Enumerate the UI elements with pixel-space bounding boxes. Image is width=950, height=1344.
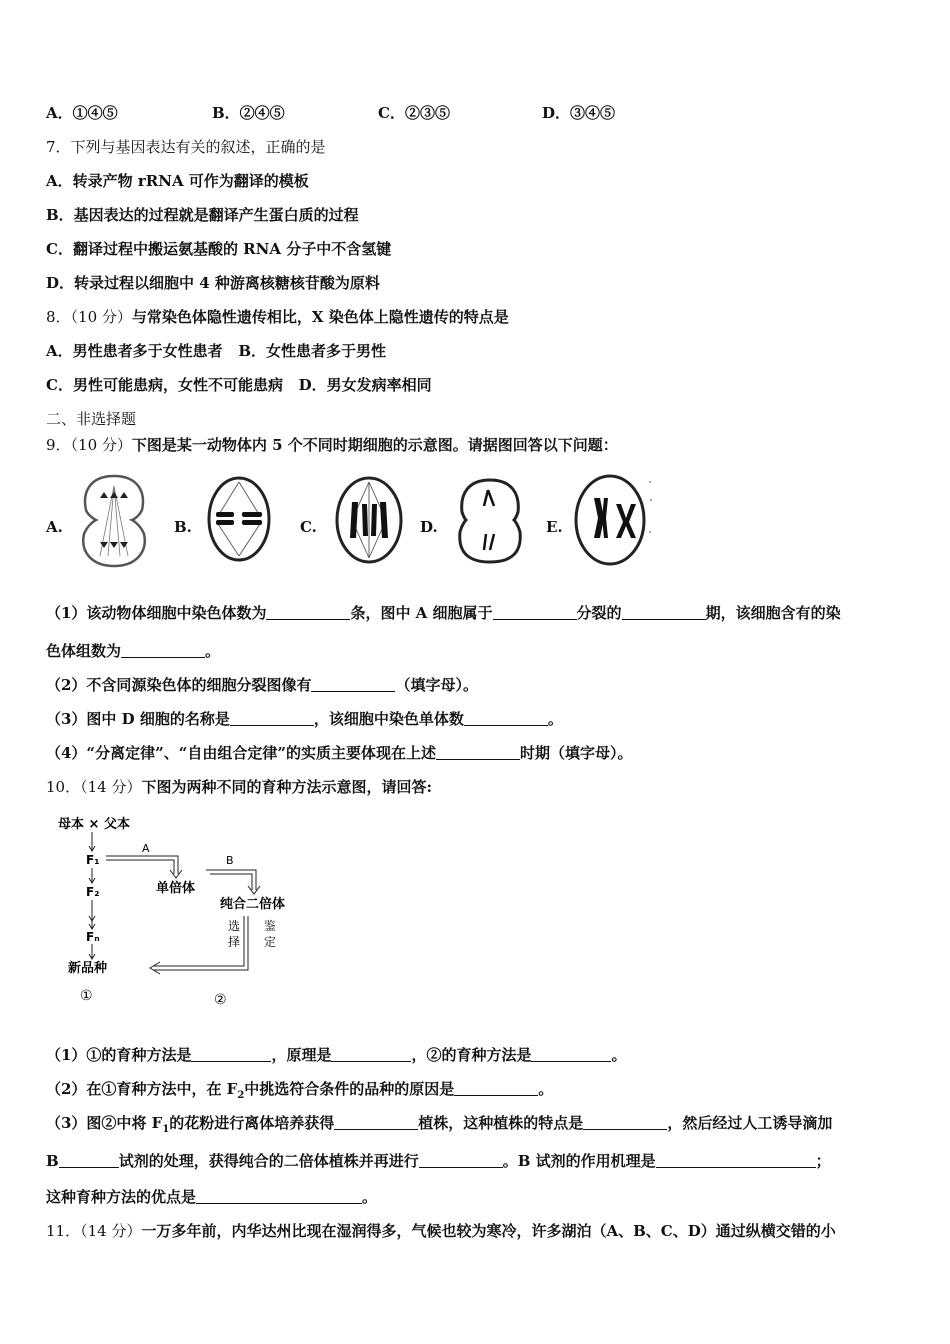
answer-blank[interactable] bbox=[464, 711, 548, 726]
cell-b-image bbox=[204, 474, 274, 564]
q7-option-c: C．翻译过程中搬运氨基酸的 RNA 分子中不含氢键 bbox=[46, 240, 392, 258]
cell-label-c: C. bbox=[300, 518, 317, 536]
diagram-circle-2: ② bbox=[214, 992, 227, 1008]
answer-blank[interactable] bbox=[656, 1153, 816, 1168]
answer-blank[interactable] bbox=[493, 605, 577, 620]
cell-c-image bbox=[332, 474, 406, 566]
diagram-pure-diploid: 纯合二倍体 bbox=[220, 897, 286, 912]
q7-option-d: D．转录过程以细胞中 4 种游离核糖核苷酸为原料 bbox=[46, 274, 380, 292]
answer-blank[interactable] bbox=[436, 745, 520, 760]
diagram-arrow-b-label: B bbox=[226, 854, 234, 867]
q8-options-cd: C．男性可能患病，女性不可能患病 D．男女发病率相同 bbox=[46, 376, 432, 394]
q7-option-b: B．基因表达的过程就是翻译产生蛋白质的过程 bbox=[46, 206, 359, 224]
diagram-identify-2: 定 bbox=[264, 935, 277, 949]
q10-part3-line1: （3）图②中将 $F_1$的花粉进行离体培养获得 植株，这种植株的特点是 ，然后经过人工诱导滴加 bbox=[46, 1114, 833, 1135]
q9-part1-line2: 色体组数为 。 bbox=[46, 642, 221, 660]
q6-option-a: A．①④⑤ bbox=[46, 104, 118, 122]
q9-part3: （3）图中 D 细胞的名称是 ，该细胞中染色单体数 。 bbox=[46, 710, 563, 728]
cell-d-image bbox=[454, 474, 526, 566]
q7-stem: 7．下列与基因表达有关的叙述，正确的是 bbox=[46, 138, 326, 156]
diagram-new-variety: 新品种 bbox=[68, 961, 108, 976]
cell-label-b: B. bbox=[174, 518, 192, 536]
q11-stem: 11．（14 分）一万多年前，内华达州比现在湿润得多，气候也较为寒冷，许多湖泊（A、B、C、D）通过纵横交错的小 bbox=[46, 1222, 836, 1240]
answer-blank[interactable] bbox=[331, 1047, 411, 1062]
answer-blank[interactable] bbox=[622, 605, 706, 620]
q8-options-ab: A．男性患者多于女性患者 B．女性患者多于男性 bbox=[46, 342, 386, 360]
q10-part2: （2）在①育种方法中，在 $F_2$中挑选符合条件的品种的原因是 。 bbox=[46, 1080, 554, 1101]
answer-blank[interactable] bbox=[311, 677, 395, 692]
q10-stem: 10．（14 分）下图为两种不同的育种方法示意图，请回答: bbox=[46, 778, 432, 796]
cell-label-d: D. bbox=[420, 518, 438, 536]
diagram-f2: F₂ bbox=[86, 885, 100, 899]
q9-part4: （4）“分离定律”、“自由组合定律”的实质主要体现在上述 时期（填字母）。 bbox=[46, 744, 633, 762]
answer-blank[interactable] bbox=[334, 1115, 418, 1130]
breeding-diagram bbox=[50, 812, 300, 1012]
q9-part1-line1: （1）该动物体细胞中染色体数为 条，图中 A 细胞属于 分裂的 期，该细胞含有的染 bbox=[46, 604, 841, 622]
diagram-arrow-a-label: A bbox=[142, 842, 150, 855]
cell-label-e: E. bbox=[546, 518, 563, 536]
q6-option-b: B．②④⑤ bbox=[212, 104, 285, 122]
answer-blank[interactable] bbox=[230, 711, 314, 726]
q7-option-a: A．转录产物 rRNA 可作为翻译的模板 bbox=[46, 172, 309, 190]
q6-option-c: C．②③⑤ bbox=[378, 104, 450, 122]
q6-option-d: D．③④⑤ bbox=[542, 104, 616, 122]
cell-a-image bbox=[76, 470, 152, 570]
answer-blank[interactable] bbox=[531, 1047, 611, 1062]
answer-blank[interactable] bbox=[454, 1081, 538, 1096]
answer-blank[interactable] bbox=[266, 605, 350, 620]
q10-part3-line3: 这种育种方法的优点是 。 bbox=[46, 1188, 378, 1206]
answer-blank[interactable] bbox=[196, 1189, 362, 1204]
cell-label-a: A. bbox=[46, 518, 63, 536]
diagram-select-1: 选 bbox=[228, 919, 241, 933]
answer-blank[interactable] bbox=[583, 1115, 667, 1130]
diagram-identify-1: 鉴 bbox=[264, 919, 277, 933]
answer-blank[interactable] bbox=[191, 1047, 271, 1062]
diagram-parents: 母本 × 父本 bbox=[58, 817, 130, 832]
diagram-haploid: 单倍体 bbox=[156, 881, 196, 896]
q9-stem: 9．（10 分）下图是某一动物体内 5 个不同时期细胞的示意图。请据图回答以下问题： bbox=[46, 436, 618, 454]
diagram-f1: F₁ bbox=[86, 853, 100, 867]
q9-part2: （2）不含同源染色体的细胞分裂图像有 （填字母）。 bbox=[46, 676, 478, 694]
cell-e-image bbox=[572, 470, 654, 570]
diagram-fn: Fₙ bbox=[86, 930, 100, 944]
q8-stem: 8．（10 分）与常染色体隐性遗传相比，X 染色体上隐性遗传的特点是 bbox=[46, 308, 509, 326]
q10-part1: （1）①的育种方法是 ，原理是 ，②的育种方法是 。 bbox=[46, 1046, 627, 1064]
diagram-select-2: 择 bbox=[228, 935, 241, 949]
answer-blank[interactable] bbox=[59, 1153, 119, 1168]
answer-blank[interactable] bbox=[419, 1153, 503, 1168]
answer-blank[interactable] bbox=[121, 643, 205, 658]
q10-part3-line2: B 试剂的处理，获得纯合的二倍体植株并再进行 。B 试剂的作用机理是 ； bbox=[46, 1152, 831, 1170]
section-heading: 二、非选择题 bbox=[46, 410, 137, 428]
diagram-circle-1: ① bbox=[80, 988, 93, 1004]
